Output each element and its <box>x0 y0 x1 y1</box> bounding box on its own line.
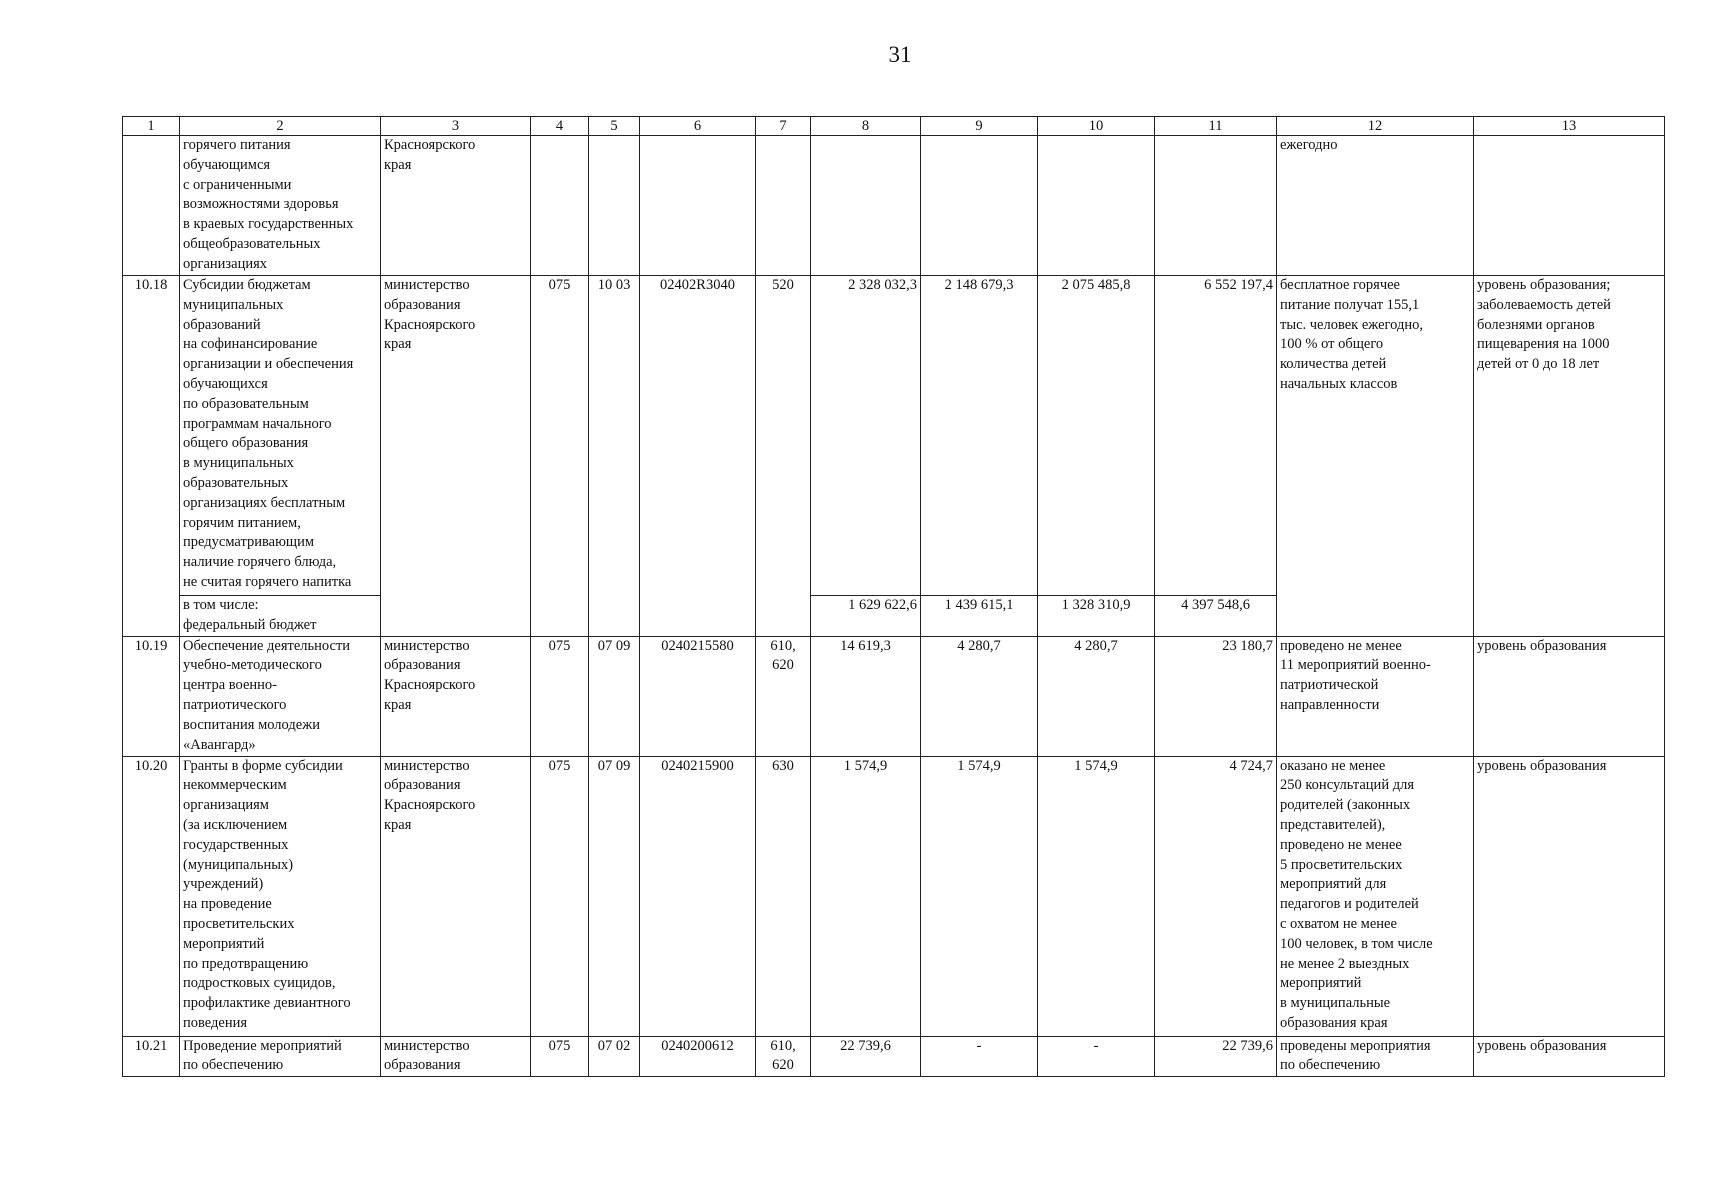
row-number: 10.19 <box>123 636 180 756</box>
table-row <box>123 756 1665 1036</box>
vr-code: 610, 620 <box>756 1036 811 1077</box>
grbs-code: 075 <box>531 1036 589 1077</box>
year-3-amount: 1 574,9 <box>1038 756 1155 1036</box>
year-1-amount: 2 328 032,3 <box>811 276 921 596</box>
activity-name: Обеспечение деятельности учебно-методического центра военно- патриотического воспитания молодежи «Авангард» <box>180 636 381 756</box>
expected-result: проведены мероприятия по обеспечению <box>1277 1036 1474 1077</box>
total-amount: 23 180,7 <box>1155 636 1277 756</box>
csr-code: 0240215580 <box>640 636 756 756</box>
column-header: 5 <box>589 117 640 136</box>
year-2-amount: 1 574,9 <box>921 756 1038 1036</box>
activity-name: горячего питания обучающимся с ограниченными возможностями здоровья в краевых государственных общеобразовательных организациях <box>180 136 381 276</box>
rzpr-code: 07 02 <box>589 1036 640 1077</box>
total-amount <box>1155 136 1277 276</box>
column-header: 4 <box>531 117 589 136</box>
grbs-code: 075 <box>531 756 589 1036</box>
total-amount: 22 739,6 <box>1155 1036 1277 1077</box>
indicator: уровень образования; заболеваемость детей болезнями органов пищеварения на 1000 детей от 0 до 18 лет <box>1474 276 1665 637</box>
year-1-amount: 22 739,6 <box>811 1036 921 1077</box>
executor: министерство образования Красноярского края <box>381 636 531 756</box>
column-header: 8 <box>811 117 921 136</box>
vr-code <box>756 136 811 276</box>
vr-code: 630 <box>756 756 811 1036</box>
vr-code: 520 <box>756 276 811 637</box>
year-2-amount <box>921 136 1038 276</box>
year-3-amount <box>1038 136 1155 276</box>
activity-name: Проведение мероприятий по обеспечению <box>180 1036 381 1077</box>
expected-result: оказано не менее 250 консультаций для родителей (законных представителей), проведено не менее 5 просветительских мероприятий для педагогов и родителей с охватом не менее 100 человек, в том числе не менее 2 выездных мероприятий в муниципальные образования края <box>1277 756 1474 1036</box>
year-1-amount: 1 574,9 <box>811 756 921 1036</box>
csr-code: 0240215900 <box>640 756 756 1036</box>
year-3-amount: - <box>1038 1036 1155 1077</box>
total-amount: 4 724,7 <box>1155 756 1277 1036</box>
activity-name: Гранты в форме субсидии некоммерческим организациям (за исключением государственных (муниципальных) учреждений) на проведение просветительских мероприятий по предотвращению подростковых суицидов, профилактике девиантного поведения <box>180 756 381 1036</box>
indicator <box>1474 136 1665 276</box>
column-header: 1 <box>123 117 180 136</box>
csr-code <box>640 136 756 276</box>
expected-result: проведено не менее 11 мероприятий военно- патриотической направленности <box>1277 636 1474 756</box>
grbs-code: 075 <box>531 636 589 756</box>
column-number-header-row <box>123 117 1665 136</box>
table-row <box>123 1036 1665 1077</box>
column-header: 3 <box>381 117 531 136</box>
table-row <box>123 276 1665 596</box>
year-2-amount: - <box>921 1036 1038 1077</box>
row-number: 10.21 <box>123 1036 180 1077</box>
column-header: 6 <box>640 117 756 136</box>
total-amount: 4 397 548,6 <box>1155 596 1277 637</box>
year-2-amount: 2 148 679,3 <box>921 276 1038 596</box>
year-2-amount: 4 280,7 <box>921 636 1038 756</box>
grbs-code: 075 <box>531 276 589 637</box>
column-header: 10 <box>1038 117 1155 136</box>
column-header: 13 <box>1474 117 1665 136</box>
year-3-amount: 1 328 310,9 <box>1038 596 1155 637</box>
rzpr-code <box>589 136 640 276</box>
year-1-amount <box>811 136 921 276</box>
table-row <box>123 636 1665 756</box>
row-number: 10.20 <box>123 756 180 1036</box>
row-number: 10.18 <box>123 276 180 637</box>
table-row <box>123 136 1665 276</box>
executor: Красноярского края <box>381 136 531 276</box>
grbs-code <box>531 136 589 276</box>
column-header: 11 <box>1155 117 1277 136</box>
rzpr-code: 10 03 <box>589 276 640 637</box>
year-2-amount: 1 439 615,1 <box>921 596 1038 637</box>
column-header: 7 <box>756 117 811 136</box>
rzpr-code: 07 09 <box>589 756 640 1036</box>
subrow-label: в том числе: федеральный бюджет <box>180 596 381 637</box>
rzpr-code: 07 09 <box>589 636 640 756</box>
indicator: уровень образования <box>1474 1036 1665 1077</box>
vr-code: 610, 620 <box>756 636 811 756</box>
activity-name: Субсидии бюджетам муниципальных образований на софинансирование организации и обеспечения обучающихся по образовательным программам начального общего образования в муниципальных образовательных организациях бесплатным горячим питанием, предусматривающим наличие горячего блюда, не считая горячего напитка <box>180 276 381 596</box>
row-number <box>123 136 180 276</box>
year-1-amount: 14 619,3 <box>811 636 921 756</box>
column-header: 9 <box>921 117 1038 136</box>
indicator: уровень образования <box>1474 756 1665 1036</box>
year-3-amount: 2 075 485,8 <box>1038 276 1155 596</box>
program-activities-table <box>122 116 1665 1077</box>
year-1-amount: 1 629 622,6 <box>811 596 921 637</box>
csr-code: 0240200612 <box>640 1036 756 1077</box>
expected-result: бесплатное горячее питание получат 155,1 тыс. человек ежегодно, 100 % от общего количества детей начальных классов <box>1277 276 1474 637</box>
column-header: 12 <box>1277 117 1474 136</box>
year-3-amount: 4 280,7 <box>1038 636 1155 756</box>
executor: министерство образования <box>381 1036 531 1077</box>
indicator: уровень образования <box>1474 636 1665 756</box>
executor: министерство образования Красноярского края <box>381 276 531 637</box>
column-header: 2 <box>180 117 381 136</box>
csr-code: 02402R3040 <box>640 276 756 637</box>
page-number: 31 <box>888 42 912 67</box>
expected-result: ежегодно <box>1277 136 1474 276</box>
executor: министерство образования Красноярского края <box>381 756 531 1036</box>
total-amount: 6 552 197,4 <box>1155 276 1277 596</box>
